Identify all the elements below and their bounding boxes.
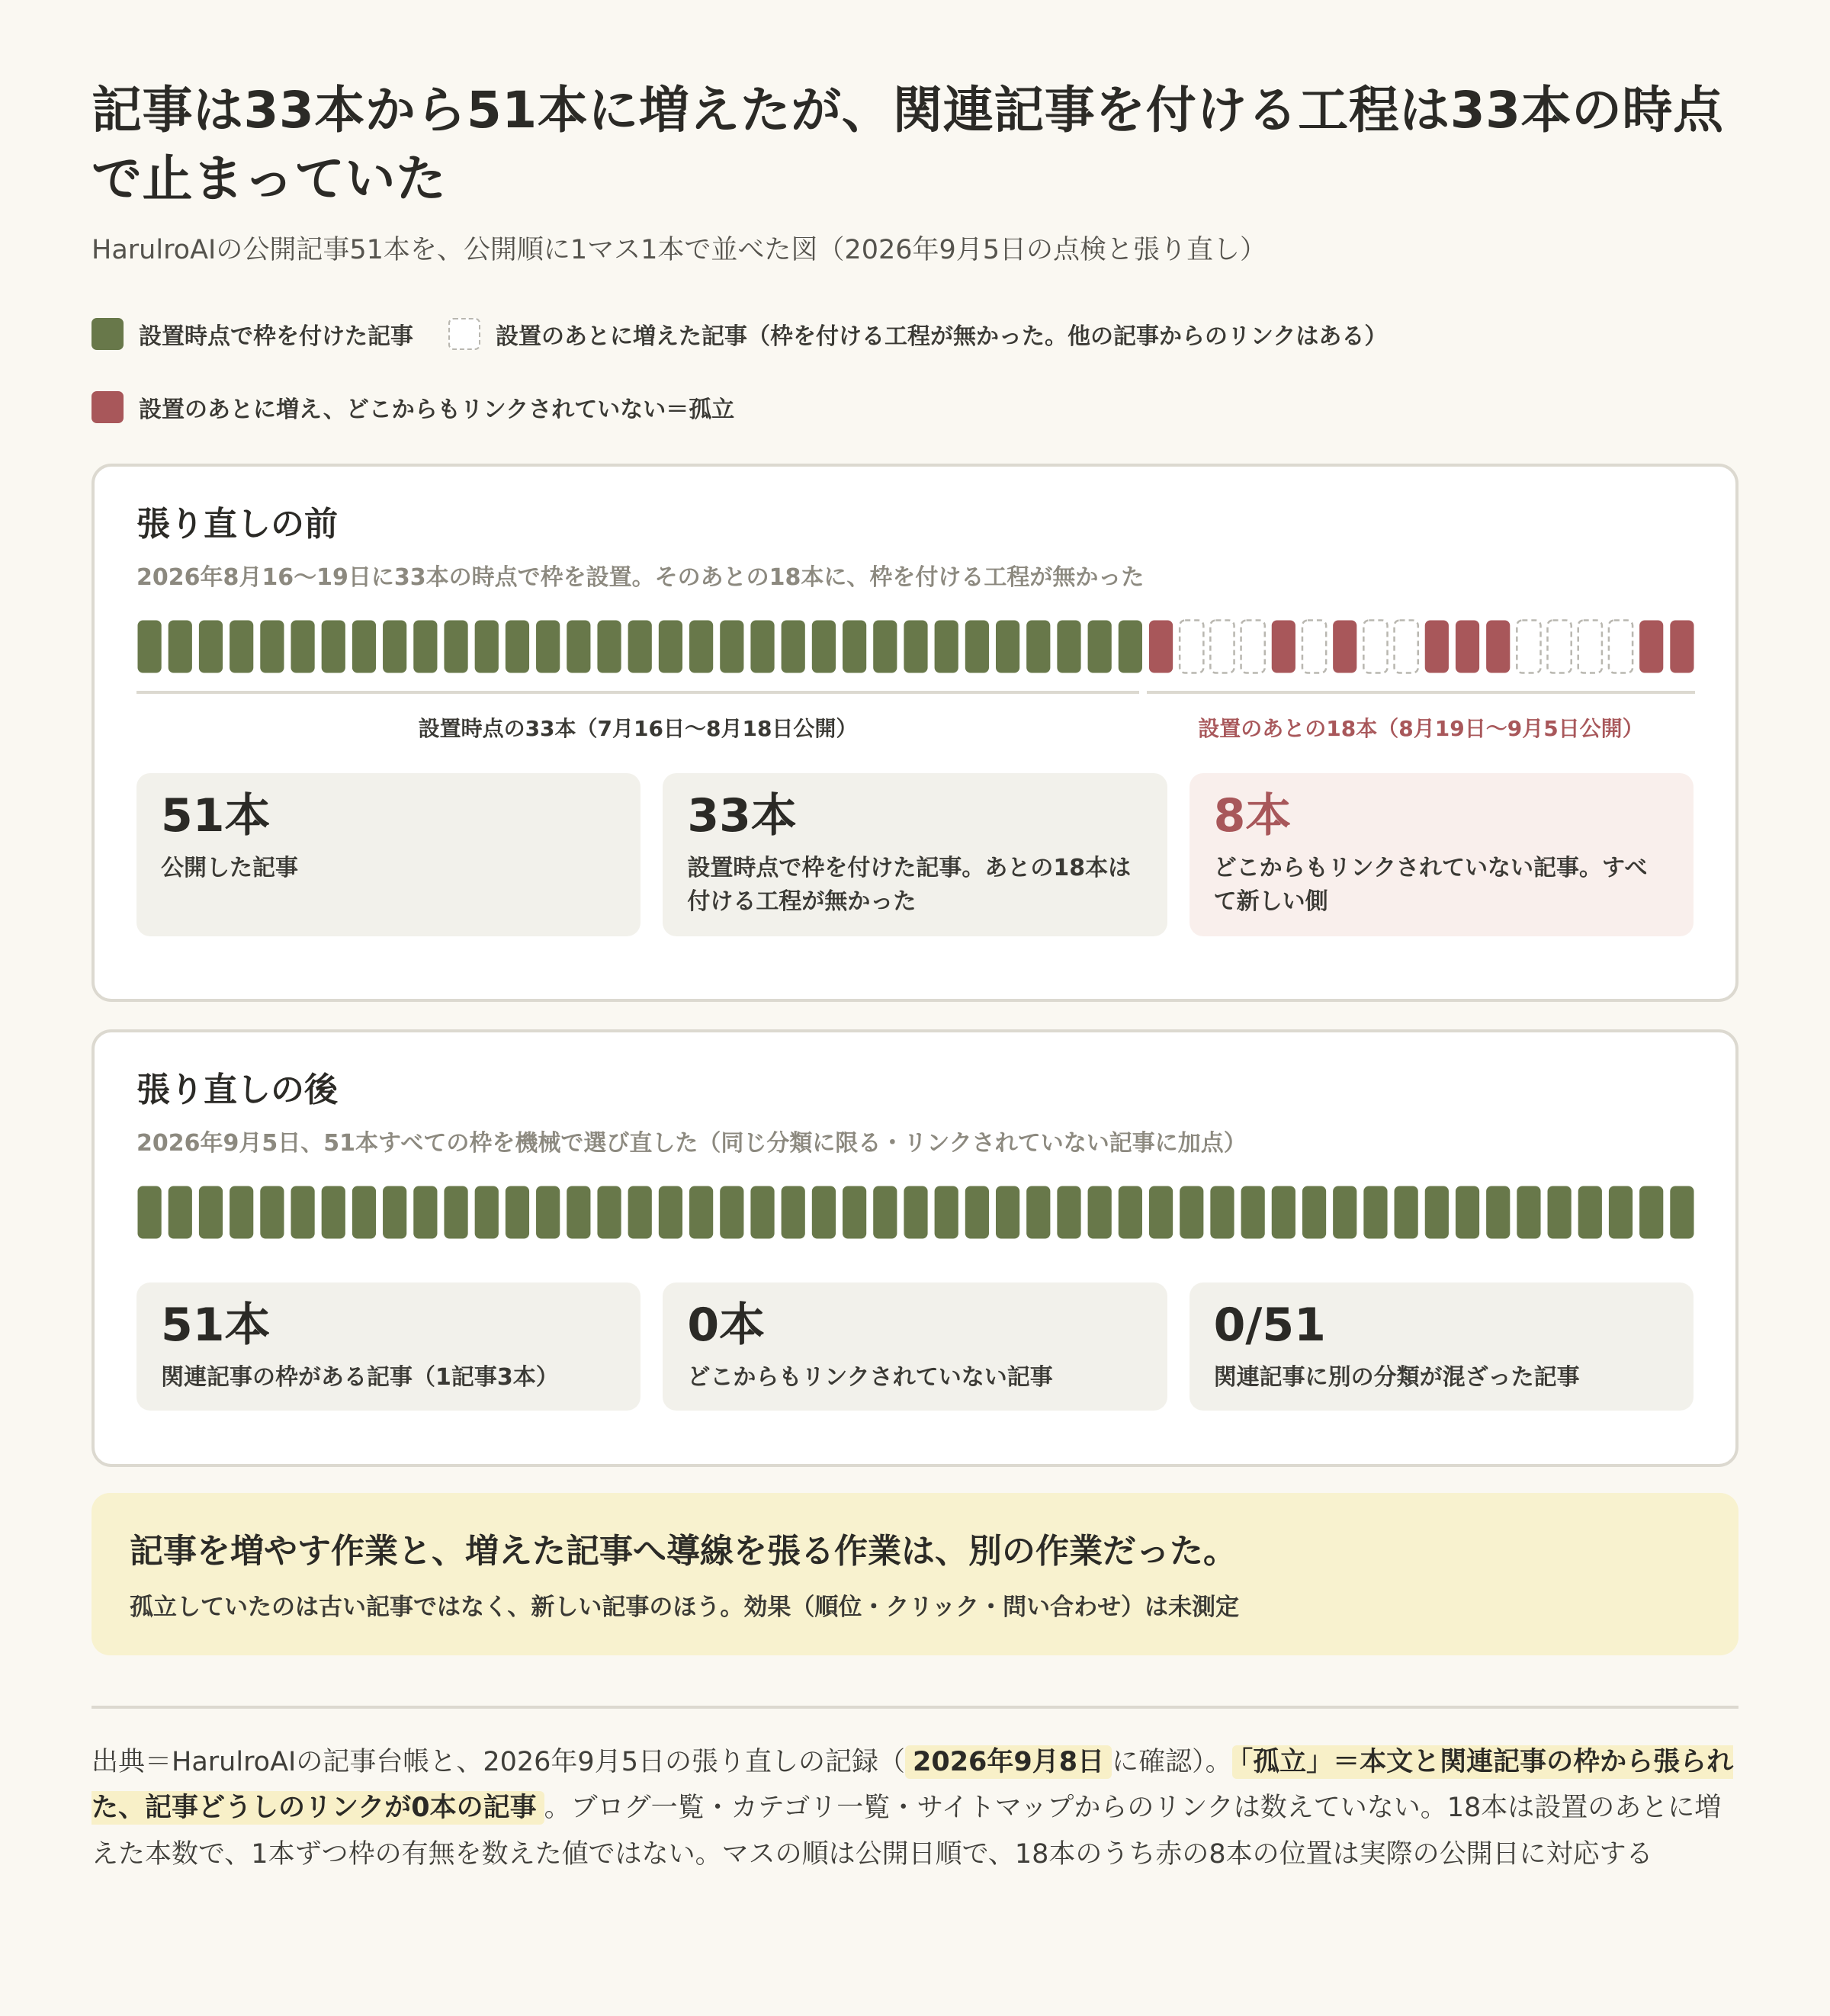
cell-green <box>1057 621 1080 673</box>
cell-green <box>782 1186 805 1239</box>
cell-green <box>904 1186 927 1239</box>
group2-bracket <box>1147 691 1695 694</box>
legend-swatch-red <box>92 391 124 423</box>
cell-green <box>659 621 682 673</box>
cell-green <box>413 621 437 673</box>
cell-dashed <box>1363 621 1387 673</box>
stat-card-alert <box>1190 773 1694 936</box>
cell-red <box>1456 621 1479 673</box>
cell-dashed <box>1241 621 1265 673</box>
cell-green <box>812 621 836 673</box>
cell-grid-before <box>136 619 1694 674</box>
cell-green <box>413 1186 437 1239</box>
cell-dashed <box>1517 621 1540 673</box>
cell-green <box>291 621 314 673</box>
cell-green <box>506 1186 529 1239</box>
stat-value: 0本 <box>687 1299 766 1353</box>
cell-red <box>1639 621 1663 673</box>
cell-green <box>352 1186 376 1239</box>
cell-green <box>750 1186 774 1239</box>
cell-green <box>1395 1186 1418 1239</box>
cell-green <box>567 1186 590 1239</box>
cell-green <box>138 1186 162 1239</box>
cell-green <box>720 621 743 673</box>
cell-red <box>1333 621 1356 673</box>
source-text-1: 出典＝HarulroAIの記事台帳と、2026年9月5日の張り直しの記録（ <box>92 1746 905 1777</box>
cell-green <box>996 1186 1019 1239</box>
cell-green <box>1639 1186 1663 1239</box>
panel-before-title: 張り直しの前 <box>136 504 338 544</box>
cell-green <box>199 621 223 673</box>
cell-green <box>597 1186 621 1239</box>
cell-green <box>1057 1186 1080 1239</box>
panel-after-desc: 2026年9月5日、51本すべての枠を機械で選び直した（同じ分類に限る・リンクされていない記事に加点） <box>136 1130 1247 1157</box>
legend-swatch-dashed <box>448 318 480 350</box>
conclusion-callout <box>92 1493 1738 1655</box>
cell-green <box>199 1186 223 1239</box>
cell-grid-before-svg <box>136 619 1695 674</box>
cell-green <box>260 621 284 673</box>
stat-value: 51本 <box>161 789 271 843</box>
cell-green <box>1119 621 1142 673</box>
stat-value: 51本 <box>161 1299 271 1353</box>
cell-green <box>536 621 560 673</box>
cell-green <box>444 1186 467 1239</box>
cell-green <box>1670 1186 1694 1239</box>
stat-value: 0/51 <box>1213 1299 1326 1353</box>
group1-bracket <box>136 691 1139 694</box>
stats-before <box>136 773 1694 936</box>
cell-green <box>965 621 989 673</box>
stat-label: 関連記事に別の分類が混ざった記事 <box>1213 1364 1580 1392</box>
cell-green <box>782 621 805 673</box>
group2-label: 設置のあとの18本（8月19日〜9月5日公開） <box>1198 716 1644 742</box>
cell-green <box>1363 1186 1387 1239</box>
cell-green <box>1088 621 1112 673</box>
cell-red <box>1486 621 1510 673</box>
panel-after <box>92 1029 1738 1467</box>
cell-green <box>935 1186 958 1239</box>
cell-green <box>843 621 866 673</box>
legend <box>92 317 1738 424</box>
cell-green <box>536 1186 560 1239</box>
cell-green <box>230 621 253 673</box>
cell-green <box>1609 1186 1633 1239</box>
cell-green <box>291 1186 314 1239</box>
cell-green <box>904 621 927 673</box>
cell-dashed <box>1548 621 1572 673</box>
cell-green <box>1548 1186 1572 1239</box>
stat-value: 8本 <box>1213 789 1292 843</box>
panel-after-title: 張り直しの後 <box>136 1070 338 1109</box>
stat-card <box>136 773 640 936</box>
stat-card <box>663 773 1167 936</box>
legend-item-green <box>92 317 413 351</box>
cell-green <box>169 621 192 673</box>
cell-dashed <box>1210 621 1234 673</box>
cell-green <box>628 1186 652 1239</box>
cell-red <box>1670 621 1694 673</box>
stat-label: 公開した記事 <box>161 855 298 882</box>
cell-green <box>1241 1186 1265 1239</box>
cell-dashed <box>1609 621 1633 673</box>
stat-card <box>663 1282 1167 1411</box>
cell-green <box>689 1186 713 1239</box>
cell-green <box>322 1186 345 1239</box>
cell-green <box>1456 1186 1479 1239</box>
cell-green <box>689 621 713 673</box>
group-labels-before <box>136 674 1694 742</box>
cell-green <box>352 621 376 673</box>
source-definition-highlight: 「孤立」＝本文と関連記事の枠から張られた、記事どうしのリンクが0本の記事 <box>92 1746 1734 1824</box>
cell-green <box>1425 1186 1449 1239</box>
source-text-3: 。ブログ一覧・カテゴリ一覧・サイトマップからのリンクは数えていない。18本は設置のあとに増えた本数で、1本ずつ枠の有無を数えた値ではない。マスの順は公開日順で、18本のうち赤の8本の位置は実際の公開日に対応する <box>92 1793 1722 1870</box>
cell-dashed <box>1302 621 1326 673</box>
cell-green <box>230 1186 253 1239</box>
cell-green <box>965 1186 989 1239</box>
cell-green <box>1026 1186 1050 1239</box>
cell-green <box>1149 1186 1173 1239</box>
page-subtitle: HarulroAIの公開記事51本を、公開順に1マス1本で並べた図（2026年9月5日の点検と張り直し） <box>92 234 1267 265</box>
cell-green <box>475 621 499 673</box>
callout-title: 記事を増やす作業と、増えた記事へ導線を張る作業は、別の作業だった。 <box>130 1531 1237 1571</box>
stat-card <box>136 1282 640 1411</box>
cell-green <box>1272 1186 1295 1239</box>
legend-label-dashed: 設置のあとに増えた記事（枠を付ける工程が無かった。他の記事からのリンクはある） <box>496 323 1388 350</box>
legend-item-dashed <box>448 317 1387 351</box>
source-date-highlight: 2026年9月8日 <box>905 1745 1112 1779</box>
stat-value: 33本 <box>687 789 797 843</box>
cell-green <box>812 1186 836 1239</box>
source-text-2: に確認）。 <box>1112 1746 1232 1777</box>
stats-after <box>136 1282 1694 1411</box>
source-note <box>92 1739 1738 1878</box>
divider <box>92 1706 1738 1709</box>
cell-red <box>1425 621 1449 673</box>
cell-green <box>1210 1186 1234 1239</box>
cell-green <box>444 621 467 673</box>
cell-green <box>750 621 774 673</box>
cell-green <box>1180 1186 1203 1239</box>
cell-green <box>1088 1186 1112 1239</box>
cell-green <box>260 1186 284 1239</box>
stat-label: 設置時点で枠を付けた記事。あとの18本は付ける工程が無かった <box>687 855 1132 915</box>
cell-grid-after-svg <box>136 1185 1695 1240</box>
cell-green <box>996 621 1019 673</box>
cell-green <box>628 621 652 673</box>
stat-label: どこからもリンクされていない記事。すべて新しい側 <box>1213 855 1648 915</box>
stat-label: 関連記事の枠がある記事（1記事3本） <box>161 1364 559 1392</box>
legend-swatch-green <box>92 318 124 350</box>
cell-green <box>843 1186 866 1239</box>
cell-green <box>322 621 345 673</box>
cell-green <box>1578 1186 1602 1239</box>
cell-green <box>873 1186 897 1239</box>
group1-label: 設置時点の33本（7月16日〜8月18日公開） <box>418 716 858 742</box>
cell-green <box>567 621 590 673</box>
cell-green <box>1333 1186 1356 1239</box>
cell-green <box>935 621 958 673</box>
cell-green <box>1302 1186 1326 1239</box>
cell-green <box>1486 1186 1510 1239</box>
cell-green <box>506 621 529 673</box>
cell-green <box>659 1186 682 1239</box>
stat-label: どこからもリンクされていない記事 <box>687 1364 1053 1392</box>
cell-red <box>1149 621 1173 673</box>
cell-red <box>1272 621 1295 673</box>
panel-before <box>92 464 1738 1002</box>
legend-label-red: 設置のあとに増え、どこからもリンクされていない＝孤立 <box>139 396 735 423</box>
stat-card <box>1190 1282 1694 1411</box>
cell-green <box>169 1186 192 1239</box>
cell-green <box>720 1186 743 1239</box>
callout-sub: 孤立していたのは古い記事ではなく、新しい記事のほう。効果（順位・クリック・問い合わせ）は未測定 <box>130 1593 1240 1621</box>
cell-green <box>138 621 162 673</box>
cell-green <box>1119 1186 1142 1239</box>
cell-green <box>383 1186 406 1239</box>
legend-item-red <box>92 390 734 424</box>
page-title: 記事は33本から51本に増えたが、関連記事を付ける工程は33本の時点で止まっていた <box>92 81 1724 208</box>
cell-dashed <box>1395 621 1418 673</box>
cell-green <box>1517 1186 1540 1239</box>
cell-green <box>873 621 897 673</box>
cell-green <box>1026 621 1050 673</box>
cell-green <box>383 621 406 673</box>
cell-green <box>597 621 621 673</box>
cell-dashed <box>1578 621 1602 673</box>
cell-green <box>475 1186 499 1239</box>
legend-label-green: 設置時点で枠を付けた記事 <box>139 323 413 350</box>
cell-dashed <box>1180 621 1203 673</box>
panel-before-desc: 2026年8月16〜19日に33本の時点で枠を設置。そのあとの18本に、枠を付ける工程が無かった <box>136 564 1145 592</box>
cell-grid-after <box>136 1185 1694 1240</box>
